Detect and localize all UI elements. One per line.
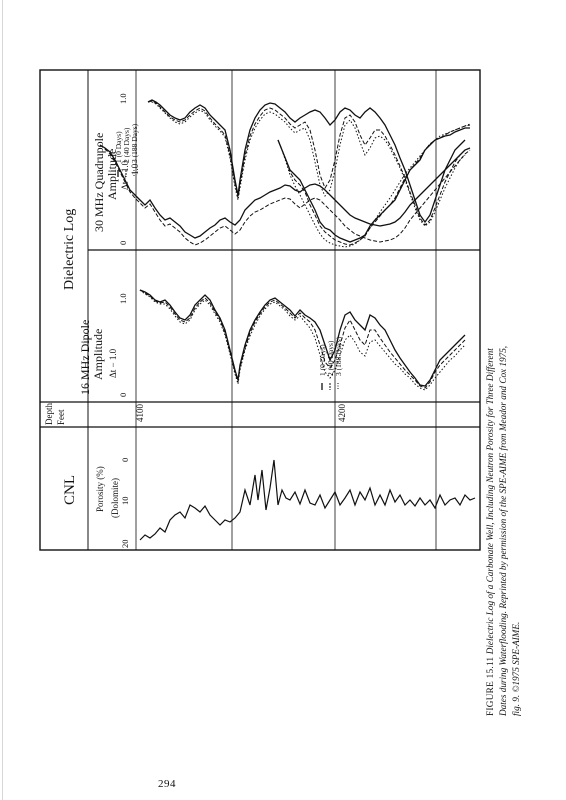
cnl-curve [140,460,475,540]
quad-title-line-2: Amplitude [105,148,119,200]
figure-caption [484,336,523,716]
quad-title-line-1: 30 MHz Quadrupole [92,132,106,232]
dolomite-label: (Dolomite) [110,478,120,518]
porosity-label: Porosity (%) [95,466,105,512]
dipole-legend-3: 3 (188 Days) [334,336,343,376]
porosity-tick-0: 0 [120,457,130,462]
porosity-tick-10: 10 [120,496,130,505]
dielectric-title: Dielectric Log [62,208,77,290]
depth-unit: Feet [56,409,66,425]
cnl-title: CNL [62,475,78,505]
quad-legend-1: 1 (0 Days) [114,131,123,163]
dipole-scale: Δt − 1.0 [108,348,118,378]
depth-title: Depth [44,403,54,425]
dipole-curve-3 [278,124,470,247]
depth-tick-4100: 4100 [135,404,145,422]
dipole-tick-1: 1.0 [118,293,128,304]
dipole-upper-curve-3 [140,290,465,390]
dipole-title-line-2: Amplitude [91,328,105,380]
porosity-tick-20: 20 [120,539,130,548]
caption-lead: FIGURE 15.11 [485,656,495,716]
quad-scale: Δt − 1.0 [120,160,130,190]
quad-tick-1: 1.0 [118,93,128,104]
depth-tick-4200: 4200 [337,404,347,422]
dipole-tick-0: 0 [118,392,128,397]
dipole-upper-curve-1 [140,290,465,386]
dipole-legend-2: 2 (40 Days) [326,340,335,376]
dipole-legend-1: 1 (0 Days) [318,344,327,376]
quad-legend-2: 2 (40 Days) [122,127,131,163]
dipole-upper-curve-2 [140,290,465,388]
dipole-curve-2 [278,125,470,245]
page-number: 294 [158,778,176,790]
quad-tick-0: 0 [118,240,128,245]
caption-text: Dielectric Log of a Carbonate Well, Including Neutron Porosity for Three Different Dates during Waterflooding. Reprinted by permission of the SPE-AIME from Meador and Cox 1975, fig. 9. ©1975 SPE-AIME. [485,345,521,716]
quad-scale-max: 1.0 [130,163,140,175]
dipole-title-line-1: 16 MHz Dipole [78,319,92,395]
quad-legend-3: 3 (188 Days) [130,123,139,163]
